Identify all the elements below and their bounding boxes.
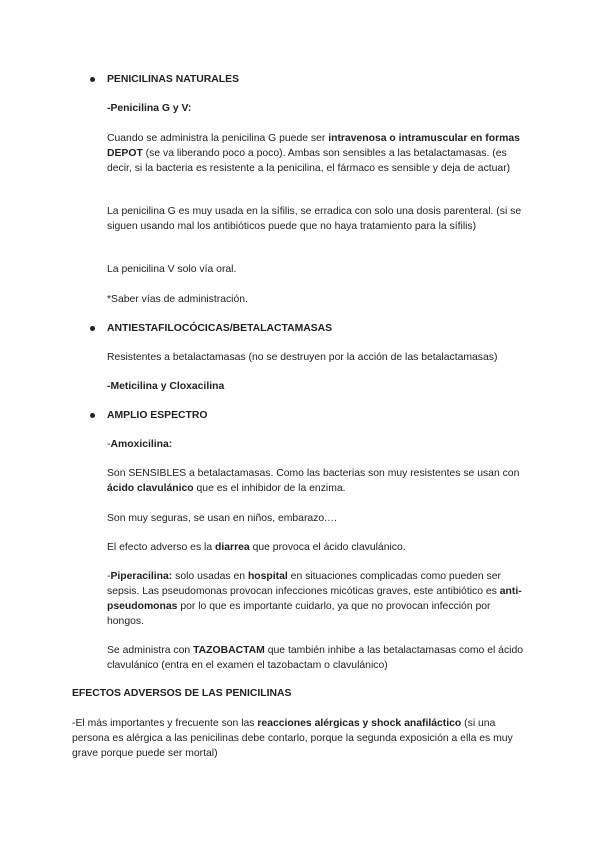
text: en situaciones complicadas como pueden ser sepsis. Las pseudomonas provocan infecciones micóticas graves, este antibiótico es [107,571,501,597]
section-heading-amplio-espectro [107,408,207,423]
paragraph-tazobactam [107,643,527,673]
section-title: ANTIESTAFILOCÓCICAS/BETALACTAMASAS [107,323,333,334]
bullet-icon [90,326,95,331]
paragraph [107,466,527,496]
subheading-meticilina-cloxacilina: -Meticilina y Cloxacilina [107,381,225,392]
text: que es el inhibidor de la enzima. [193,483,346,494]
subheading-amoxicilina [107,437,527,452]
text: - [107,571,111,582]
section-heading-penicilinas-naturales [107,72,239,87]
paragraph [72,716,532,761]
text-bold: diarrea [215,542,250,553]
text: por lo que es importante cuidarlo, ya que no provocan infección por hongos. [107,601,491,627]
paragraph: La penicilina G es muy usada en la sífilis, se erradica con solo una dosis parenteral. (si se siguen usando mal los antibióticos puede que no haya tratamiento para la sífilis) [107,206,522,232]
text: que provoca el ácido clavulánico. [249,542,406,553]
section-heading-efectos-adversos: EFECTOS ADVERSOS DE LAS PENICILINAS [72,688,292,699]
text: (si una persona es alérgica a las penicilinas debe contarlo, porque la segunda exposición a ella es muy grave porque puede ser mortal) [72,718,513,759]
section-title: PENICILINAS NATURALES [107,74,240,85]
paragraph-piperacilina [107,569,527,629]
text-bold: TAZOBACTAM [193,645,265,656]
text: -El más importantes y frecuente son las [72,718,258,729]
text: Se administra con [107,645,194,656]
paragraph: Son muy seguras, se usan en niños, embarazo.… [107,513,338,524]
paragraph: Resistentes a betalactamasas (no se destruyen por la acción de las betalactamasas) [107,352,498,363]
section-title: AMPLIO ESPECTRO [107,410,208,421]
text-bold: intravenosa o intramuscular en formas DEPOT [107,133,520,159]
text-bold: Amoxicilina: [110,439,173,450]
text: El efecto adverso es la [107,542,216,553]
text-bold: reacciones alérgicas y shock anafiláctico [257,718,462,729]
text: Cuando se administra la penicilina G puede ser [107,133,329,144]
text-bold: Piperacilina: [110,571,173,582]
bullet-icon [90,77,95,82]
text-bold: ácido clavulánico [107,483,194,494]
bullet-icon [90,413,95,418]
paragraph: *Saber vías de administración. [107,294,248,305]
text: solo usadas en [172,571,248,582]
paragraph [107,540,527,555]
text-bold: hospital [247,571,288,582]
text: (se va liberando poco a poco). Ambas son sensibles a las betalactamasas. (es decir, si la bacteria es resistente a la penicilina, el fármaco es sensible y deja de actuar) [107,148,511,174]
text: que también inhibe a las betalactamasas como el ácido clavulánico (entra en el examen el tazobactam o clavulánico) [107,645,524,671]
text: - [107,439,111,450]
section-heading-antiestafilococicas [107,321,332,336]
paragraph: La penicilina V solo vía oral. [107,264,237,275]
subheading-penicilina-g-v: -Penicilina G y V: [107,103,192,114]
paragraph [107,131,527,176]
text: Son SENSIBLES a betalactamasas. Como las bacterias son muy resistentes se usan con [107,468,520,479]
text-bold: anti-pseudomonas [107,586,522,612]
